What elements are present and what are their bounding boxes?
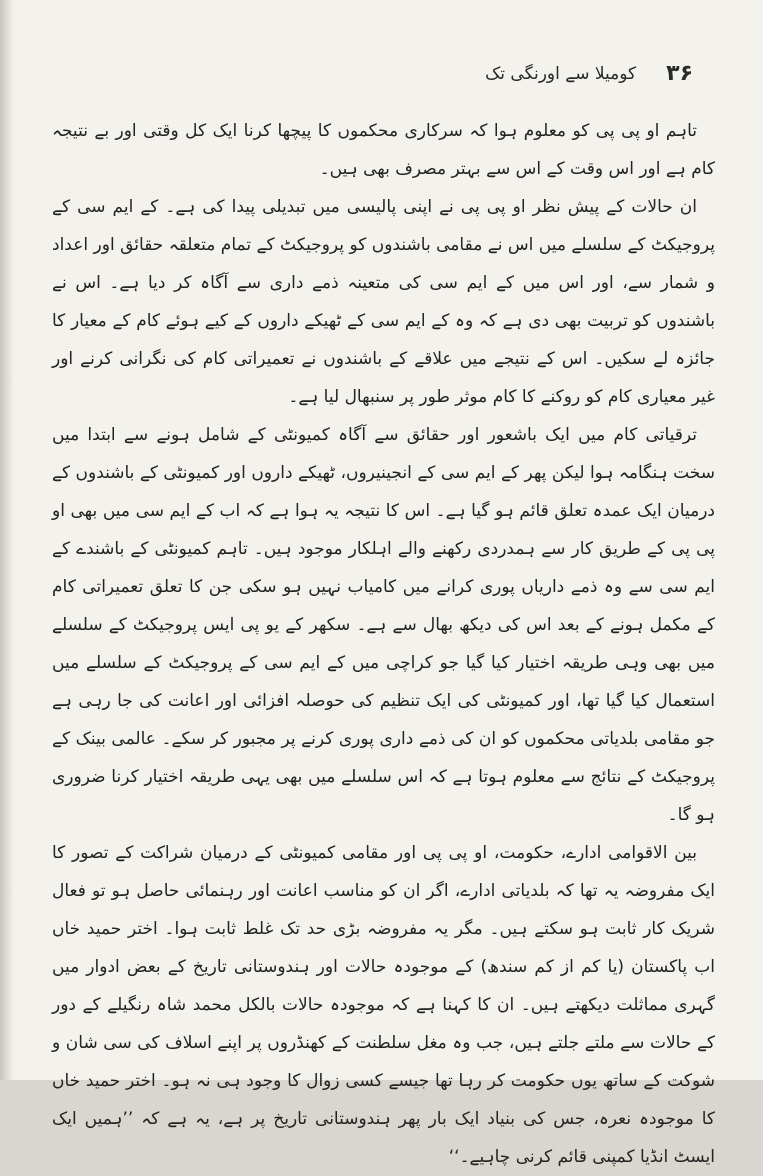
paragraph-3: ترقیاتی کام میں ایک باشعور اور حقائق سے آگاہ کمیونٹی کے شامل ہونے سے ابتدا میں سخت ہنگامہ ہوا لیکن پھر کے ایم سی کے انجینیروں، ٹھیکے داروں اور کمیونٹی کے باشندوں کے درمیان ایک عمدہ تعلق قائم ہو گیا ہے۔ اس کا نتیجہ یہ ہوا ہے کہ اب کے ایم سی میں بھی او پی پی کے طریق کار سے ہمدردی رکھنے والے اہلکار موجود ہیں۔ تاہم کمیونٹی کے باشندے کے ایم سی سے وہ ذمے داریاں پوری کرانے میں کامیاب نہیں ہو سکی جن کا تعلق تعمیراتی کام کے مکمل ہونے کے بعد اس کی دیکھ بھال سے ہے۔ سکھر کے یو پی ایس پروجیکٹ کے سلسلے میں بھی وہی طریقہ اختیار کیا گیا جو کراچی میں کے ایم سی کے پروجیکٹ کے سلسلے میں استعمال کیا گیا تھا، اور کمیونٹی کی ایک تنظیم کی حوصلہ افزائی اور اعانت کی جا رہی ہے جو مقامی بلدیاتی محکموں کو ان کی ذمے داری پوری کرنے پر مجبور کر سکے۔ عالمی بینک کے پروجیکٹ کے نتائج سے معلوم ہوتا ہے کہ اس سلسلے میں بھی یہی طریقہ اختیار کرنا ضروری ہو گا۔ [52,425,715,825]
page-number: ۳۶ [666,60,693,86]
page-binding-shadow [0,0,14,1080]
body-text [52,112,715,1176]
paragraph-4: بین الاقوامی ادارے، حکومت، او پی پی اور مقامی کمیونٹی کے درمیان شراکت کے تصور کا ایک مفروضہ یہ تھا کہ بلدیاتی ادارے، اگر ان کو مناسب اعانت اور رہنمائی حاصل ہو تو فعال شریک کار ثابت ہو سکتے ہیں۔ مگر یہ مفروضہ بڑی حد تک غلط ثابت ہوا۔ اختر حمید خاں اب پاکستان (یا کم از کم سندھ) کے موجودہ حالات اور ہندوستانی تاریخ کے بعض ادوار میں گہری مماثلت دیکھتے ہیں۔ ان کا کہنا ہے کہ موجودہ حالات بالکل محمد شاہ رنگیلے کے دور کے حالات سے ملتے جلتے ہیں، جب وہ مغل سلطنت کے کھنڈروں پر اپنے اسلاف کی سی شان و شوکت کے ساتھ یوں حکومت کر رہا تھا جیسے کسی زوال کا وجود ہی نہ ہو۔ اختر حمید خاں کا موجودہ نعرہ، جس کی بنیاد ایک بار پھر ہندوستانی تاریخ پر ہے، یہ ہے کہ ’’ہمیں ایک ایسٹ انڈیا کمپنی قائم کرنی چاہیے۔‘‘ [52,843,715,1167]
running-title: کومیلا سے اورنگی تک [485,63,637,84]
page-header [70,58,693,88]
paragraph-1: تاہم او پی پی کو معلوم ہوا کہ سرکاری محکموں کا پیچھا کرنا ایک کل وقتی اور بے نتیجہ کام ہے اور اس وقت کے اس سے بہتر مصرف بھی ہیں۔ [52,121,715,179]
paragraph-2: ان حالات کے پیش نظر او پی پی نے اپنی پالیسی میں تبدیلی پیدا کی ہے۔ کے ایم سی کے پروجیکٹ کے سلسلے میں اس نے مقامی باشندوں کو پروجیکٹ کے تمام متعلقہ حقائق اور اعداد و شمار سے، اور اس میں کے ایم سی کی متعینہ ذمے داری سے آگاہ کر دیا ہے۔ اس نے باشندوں کو تربیت بھی دی ہے کہ وہ کے ایم سی کے ٹھیکے داروں کے کیے ہوئے کام کے معیار کا جائزہ لے سکیں۔ اس کے نتیجے میں علاقے کے باشندوں نے تعمیراتی کام کی نگرانی کرنے اور غیر معیاری کام کو روکنے کا کام موثر طور پر سنبھال لیا ہے۔ [52,197,715,407]
